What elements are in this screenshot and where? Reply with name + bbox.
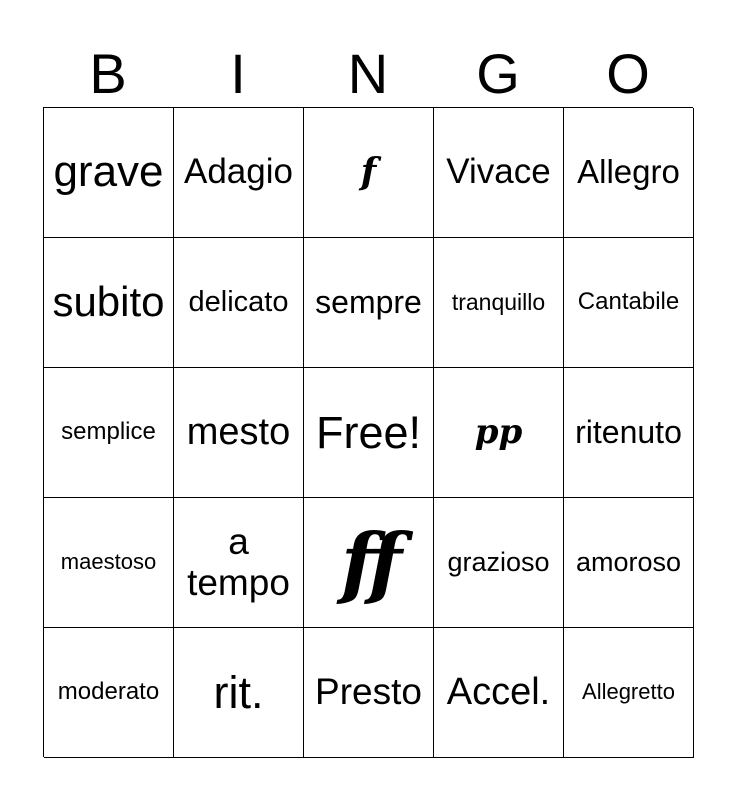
bingo-cell-dynamic-pp: pp (434, 368, 564, 498)
bingo-cell-dynamic-f: f (304, 108, 434, 238)
bingo-cell: tranquillo (434, 238, 564, 368)
bingo-cell: maestoso (44, 498, 174, 628)
header-letter-g: G (476, 42, 520, 105)
bingo-cell: subito (44, 238, 174, 368)
bingo-cell: Allegretto (564, 628, 694, 758)
header-letter-i: I (230, 42, 246, 105)
header-letter-b: B (89, 42, 127, 105)
bingo-cell: delicato (174, 238, 304, 368)
bingo-cell: sempre (304, 238, 434, 368)
bingo-cell: mesto (174, 368, 304, 498)
bingo-cell: moderato (44, 628, 174, 758)
bingo-cell: rit. (174, 628, 304, 758)
bingo-cell: amoroso (564, 498, 694, 628)
bingo-cell: Vivace (434, 108, 564, 238)
bingo-cell: a tempo (174, 498, 304, 628)
bingo-cell: grazioso (434, 498, 564, 628)
bingo-cell: semplice (44, 368, 174, 498)
header-letter-o: O (606, 42, 650, 105)
bingo-cell: grave (44, 108, 174, 238)
bingo-cell-free: Free! (304, 368, 434, 498)
bingo-cell: Accel. (434, 628, 564, 758)
bingo-cell-dynamic-ff: ff (304, 498, 434, 628)
bingo-cell: Cantabile (564, 238, 694, 368)
bingo-board (43, 107, 693, 757)
bingo-cell: Adagio (174, 108, 304, 238)
bingo-header (43, 40, 693, 108)
bingo-cell: Presto (304, 628, 434, 758)
header-letter-n: N (347, 42, 389, 105)
bingo-cell: ritenuto (564, 368, 694, 498)
bingo-cell: Allegro (564, 108, 694, 238)
